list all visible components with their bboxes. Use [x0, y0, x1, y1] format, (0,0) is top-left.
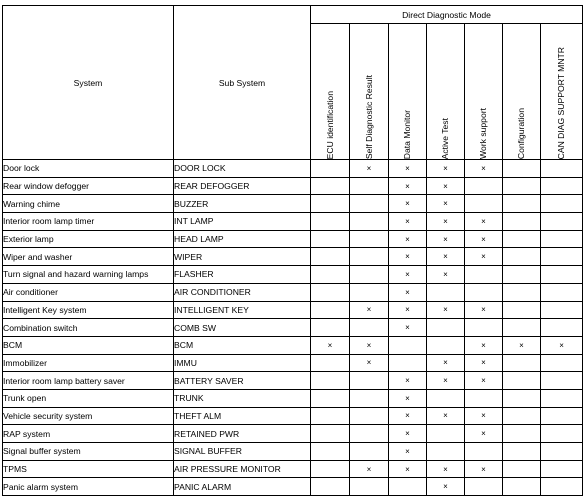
supported-mark: ×: [389, 425, 427, 443]
empty-cell: [541, 478, 583, 496]
mode-header-label: ECU identification: [324, 90, 335, 159]
empty-cell: [311, 230, 350, 248]
empty-cell: [465, 195, 503, 213]
empty-cell: [427, 443, 465, 461]
empty-cell: [350, 319, 389, 337]
diagnostic-mode-table: [2, 5, 583, 496]
empty-cell: [541, 160, 583, 178]
supported-mark: ×: [389, 230, 427, 248]
table-row: [3, 478, 583, 496]
supported-mark: ×: [350, 160, 389, 178]
empty-cell: [503, 213, 541, 231]
system-cell: Vehicle security system: [3, 407, 174, 425]
table-row: [3, 230, 583, 248]
empty-cell: [350, 389, 389, 407]
table-row: [3, 372, 583, 390]
system-cell: Warning chime: [3, 195, 174, 213]
supported-mark: ×: [427, 248, 465, 266]
supported-mark: ×: [389, 319, 427, 337]
empty-cell: [350, 248, 389, 266]
mode-header-label: Active Test: [440, 117, 451, 159]
supported-mark: ×: [503, 336, 541, 354]
supported-mark: ×: [350, 460, 389, 478]
mode-header-work-support: [465, 24, 503, 160]
supported-mark: ×: [427, 195, 465, 213]
empty-cell: [503, 425, 541, 443]
empty-cell: [541, 230, 583, 248]
mode-header-active-test: [427, 24, 465, 160]
mode-header-data-monitor: [389, 24, 427, 160]
subsystem-cell: FLASHER: [174, 266, 311, 284]
subsystem-cell: HEAD LAMP: [174, 230, 311, 248]
empty-cell: [389, 336, 427, 354]
empty-cell: [503, 443, 541, 461]
supported-mark: ×: [427, 230, 465, 248]
empty-cell: [389, 478, 427, 496]
empty-cell: [350, 266, 389, 284]
empty-cell: [311, 425, 350, 443]
table-row: [3, 248, 583, 266]
supported-mark: ×: [427, 407, 465, 425]
system-cell: Trunk open: [3, 389, 174, 407]
empty-cell: [503, 319, 541, 337]
supported-mark: ×: [389, 266, 427, 284]
subsystem-cell: REAR DEFOGGER: [174, 177, 311, 195]
table-row: [3, 389, 583, 407]
supported-mark: ×: [465, 354, 503, 372]
empty-cell: [350, 443, 389, 461]
subsystem-column-header: Sub System: [174, 6, 311, 160]
mode-header-label: Data Monitor: [402, 109, 413, 159]
empty-cell: [350, 425, 389, 443]
table-row: [3, 460, 583, 478]
empty-cell: [427, 389, 465, 407]
supported-mark: ×: [389, 443, 427, 461]
subsystem-cell: DOOR LOCK: [174, 160, 311, 178]
empty-cell: [465, 177, 503, 195]
table-row: [3, 283, 583, 301]
empty-cell: [311, 248, 350, 266]
mode-header-label: CAN DIAG SUPPORT MNTR: [556, 46, 567, 159]
supported-mark: ×: [427, 478, 465, 496]
table-row: [3, 177, 583, 195]
system-cell: Panic alarm system: [3, 478, 174, 496]
empty-cell: [350, 213, 389, 231]
table-row: [3, 319, 583, 337]
empty-cell: [311, 407, 350, 425]
subsystem-cell: INTELLIGENT KEY: [174, 301, 311, 319]
empty-cell: [503, 248, 541, 266]
mode-header-label: Work support: [478, 108, 489, 159]
mode-header-configuration: [503, 24, 541, 160]
empty-cell: [350, 372, 389, 390]
system-cell: Interior room lamp battery saver: [3, 372, 174, 390]
supported-mark: ×: [465, 336, 503, 354]
system-cell: Immobilizer: [3, 354, 174, 372]
system-cell: Rear window defogger: [3, 177, 174, 195]
supported-mark: ×: [465, 301, 503, 319]
table-row: [3, 443, 583, 461]
empty-cell: [427, 283, 465, 301]
empty-cell: [311, 266, 350, 284]
supported-mark: ×: [465, 160, 503, 178]
supported-mark: ×: [350, 301, 389, 319]
supported-mark: ×: [389, 248, 427, 266]
supported-mark: ×: [427, 213, 465, 231]
subsystem-cell: TRUNK: [174, 389, 311, 407]
empty-cell: [465, 389, 503, 407]
supported-mark: ×: [389, 407, 427, 425]
supported-mark: ×: [389, 372, 427, 390]
empty-cell: [311, 443, 350, 461]
empty-cell: [503, 372, 541, 390]
system-column-header: System: [3, 6, 174, 160]
empty-cell: [541, 407, 583, 425]
system-cell: Air conditioner: [3, 283, 174, 301]
table-row: [3, 301, 583, 319]
subsystem-cell: WIPER: [174, 248, 311, 266]
supported-mark: ×: [389, 389, 427, 407]
supported-mark: ×: [427, 301, 465, 319]
system-cell: Turn signal and hazard warning lamps: [3, 266, 174, 284]
supported-mark: ×: [465, 407, 503, 425]
empty-cell: [503, 177, 541, 195]
supported-mark: ×: [427, 160, 465, 178]
table-row: [3, 160, 583, 178]
empty-cell: [311, 177, 350, 195]
supported-mark: ×: [465, 460, 503, 478]
empty-cell: [350, 177, 389, 195]
subsystem-cell: IMMU: [174, 354, 311, 372]
empty-cell: [389, 354, 427, 372]
supported-mark: ×: [465, 248, 503, 266]
empty-cell: [541, 213, 583, 231]
empty-cell: [503, 354, 541, 372]
diagnostic-mode-document: [2, 5, 582, 499]
supported-mark: ×: [541, 336, 583, 354]
empty-cell: [311, 160, 350, 178]
subsystem-cell: RETAINED PWR: [174, 425, 311, 443]
empty-cell: [541, 248, 583, 266]
empty-cell: [503, 478, 541, 496]
subsystem-cell: THEFT ALM: [174, 407, 311, 425]
empty-cell: [350, 407, 389, 425]
supported-mark: ×: [389, 283, 427, 301]
empty-cell: [311, 213, 350, 231]
direct-diagnostic-mode-header: Direct Diagnostic Mode: [311, 6, 583, 24]
table-row: [3, 336, 583, 354]
system-cell: Exterior lamp: [3, 230, 174, 248]
empty-cell: [503, 266, 541, 284]
mode-header-can-diag-support-mntr: [541, 24, 583, 160]
subsystem-cell: INT LAMP: [174, 213, 311, 231]
supported-mark: ×: [465, 230, 503, 248]
empty-cell: [350, 478, 389, 496]
empty-cell: [503, 407, 541, 425]
subsystem-cell: COMB SW: [174, 319, 311, 337]
system-cell: Intelligent Key system: [3, 301, 174, 319]
table-row: [3, 425, 583, 443]
empty-cell: [503, 301, 541, 319]
table-header-row: [3, 6, 583, 24]
empty-cell: [311, 372, 350, 390]
empty-cell: [465, 266, 503, 284]
subsystem-cell: BUZZER: [174, 195, 311, 213]
system-cell: Door lock: [3, 160, 174, 178]
table-row: [3, 195, 583, 213]
system-cell: Combination switch: [3, 319, 174, 337]
empty-cell: [311, 301, 350, 319]
empty-cell: [503, 283, 541, 301]
subsystem-cell: PANIC ALARM: [174, 478, 311, 496]
supported-mark: ×: [311, 336, 350, 354]
subsystem-cell: BATTERY SAVER: [174, 372, 311, 390]
empty-cell: [541, 460, 583, 478]
mode-header-label: Self Diagnostic Result: [363, 74, 374, 159]
empty-cell: [311, 319, 350, 337]
mode-header-label: Configuration: [516, 107, 527, 159]
supported-mark: ×: [427, 266, 465, 284]
subsystem-cell: AIR CONDITIONER: [174, 283, 311, 301]
empty-cell: [503, 230, 541, 248]
empty-cell: [311, 478, 350, 496]
supported-mark: ×: [350, 336, 389, 354]
subsystem-cell: BCM: [174, 336, 311, 354]
supported-mark: ×: [389, 213, 427, 231]
empty-cell: [503, 389, 541, 407]
empty-cell: [541, 319, 583, 337]
empty-cell: [541, 283, 583, 301]
supported-mark: ×: [389, 460, 427, 478]
table-row: [3, 407, 583, 425]
empty-cell: [541, 177, 583, 195]
empty-cell: [541, 195, 583, 213]
supported-mark: ×: [427, 354, 465, 372]
mode-header-ecu-identification: [311, 24, 350, 160]
empty-cell: [350, 283, 389, 301]
system-cell: BCM: [3, 336, 174, 354]
empty-cell: [503, 460, 541, 478]
empty-cell: [541, 301, 583, 319]
empty-cell: [541, 266, 583, 284]
empty-cell: [541, 389, 583, 407]
system-cell: Signal buffer system: [3, 443, 174, 461]
empty-cell: [541, 354, 583, 372]
empty-cell: [465, 283, 503, 301]
empty-cell: [427, 319, 465, 337]
system-cell: RAP system: [3, 425, 174, 443]
empty-cell: [350, 230, 389, 248]
system-cell: TPMS: [3, 460, 174, 478]
table-row: [3, 266, 583, 284]
empty-cell: [503, 195, 541, 213]
empty-cell: [541, 443, 583, 461]
empty-cell: [503, 160, 541, 178]
supported-mark: ×: [389, 177, 427, 195]
system-cell: Interior room lamp timer: [3, 213, 174, 231]
subsystem-cell: AIR PRESSURE MONITOR: [174, 460, 311, 478]
empty-cell: [541, 372, 583, 390]
mode-header-self-diagnostic-result: [350, 24, 389, 160]
supported-mark: ×: [389, 195, 427, 213]
empty-cell: [311, 195, 350, 213]
empty-cell: [311, 283, 350, 301]
supported-mark: ×: [465, 372, 503, 390]
supported-mark: ×: [427, 460, 465, 478]
supported-mark: ×: [389, 301, 427, 319]
empty-cell: [541, 425, 583, 443]
supported-mark: ×: [465, 425, 503, 443]
empty-cell: [427, 425, 465, 443]
empty-cell: [311, 354, 350, 372]
table-row: [3, 213, 583, 231]
empty-cell: [465, 478, 503, 496]
empty-cell: [465, 319, 503, 337]
empty-cell: [311, 460, 350, 478]
empty-cell: [465, 443, 503, 461]
supported-mark: ×: [427, 372, 465, 390]
supported-mark: ×: [350, 354, 389, 372]
supported-mark: ×: [389, 160, 427, 178]
table-body: [3, 160, 583, 496]
empty-cell: [350, 195, 389, 213]
empty-cell: [311, 389, 350, 407]
empty-cell: [427, 336, 465, 354]
supported-mark: ×: [427, 177, 465, 195]
supported-mark: ×: [465, 213, 503, 231]
table-row: [3, 354, 583, 372]
system-cell: Wiper and washer: [3, 248, 174, 266]
subsystem-cell: SIGNAL BUFFER: [174, 443, 311, 461]
